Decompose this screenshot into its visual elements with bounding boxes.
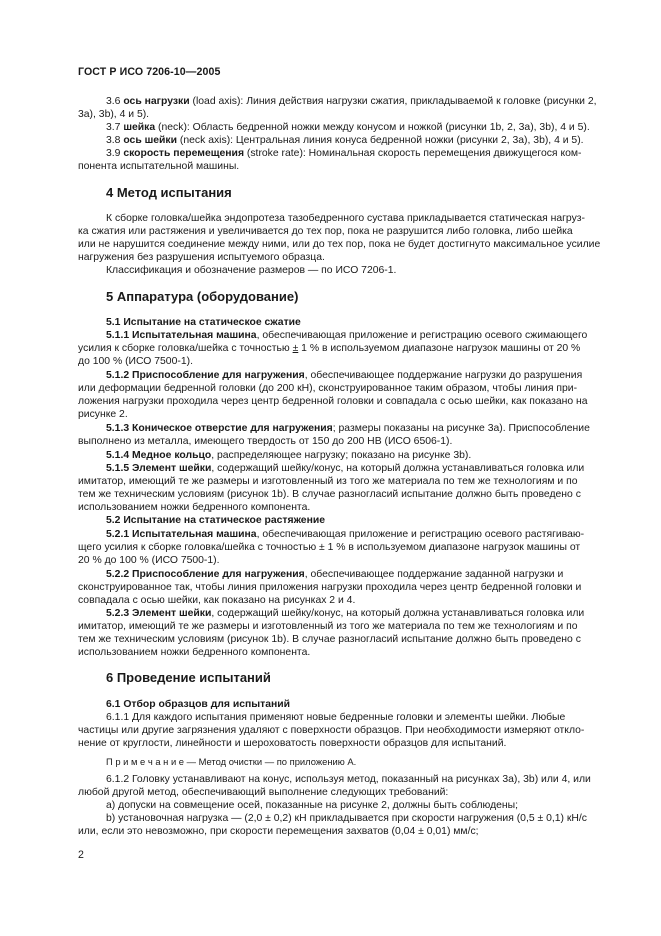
term-3-9-line-2: понента испытательной машины. (78, 161, 240, 172)
para-6-1-1-line-2: частицы или другие загрязнения удаляют с поверхности образцов. При необходимости измеряют откло- (78, 725, 585, 736)
section-4-line-3: или не нарушится соединение между ними, или до тех пор, пока не будет достигнуто максимальное усилие (78, 239, 601, 250)
document-header: ГОСТ Р ИСО 7206-10—2005 (78, 66, 221, 78)
para-6-1-2-item-a: a) допуски на совмещение осей, показанные на рисунке 2, должны быть соблюдены; (106, 800, 519, 811)
para-5-1-1-line-2: усилия к сборке головка/шейка с точностью ± 1 % в используемом диапазоне нагрузок машины от 20 % (78, 343, 581, 354)
para-5-2-2-line-3: совпадала с осью шейки, как показано на рисунках 2 и 4. (78, 595, 356, 606)
para-6-1-1-line-3: нение от круглости, линейности и шероховатость поверхности образцов для испытаний. (78, 738, 507, 749)
para-5-2-3-line-4: использованием ножки бедренного компонента. (78, 647, 311, 658)
para-6-1-2-item-b-line-2: или, если это невозможно, при скорости перемещения захватов (0,04 ± 0,01) мм/с; (78, 826, 479, 837)
para-5-1-5-line-3: тем же техническим условиям (рисунок 1b). В случае разногласий испытание должно быть проведено с (78, 489, 581, 500)
para-5-1-1-line-1: 5.1.1 Испытательная машина, обеспечивающая приложение и регистрацию осевого сжимающего (106, 330, 588, 341)
term-3-8: 3.8 ось шейки (neck axis): Центральная линия конуса бедренной ножки (рисунки 2, 3a), 3b), 4 и 5). (106, 135, 584, 146)
term-3-7: 3.7 шейка (neck): Область бедренной ножки между конусом и ножкой (рисунки 1b, 2, 3a), 3b), 4 и 5). (106, 122, 590, 133)
para-6-1-2-line-2: любой другой метод, обеспечивающий выполнение следующих требований: (78, 787, 449, 798)
term-3-6-line-1: 3.6 ось нагрузки (load axis): Линия действия нагрузки сжатия, прикладываемой к головке (рисунки 2, (106, 96, 597, 107)
para-5-1-5-line-1: 5.1.5 Элемент шейки, содержащий шейку/конус, на который должна устанавливаться головка или (106, 463, 585, 474)
term-3-6-line-2: 3a), 3b), 4 и 5). (78, 109, 150, 120)
para-5-1-1-line-3: до 100 % (ИСО 7500-1). (78, 356, 193, 367)
para-5-2-3-line-3: тем же техническим условиям (рисунок 1b). В случае разногласий испытание должно быть проведено с (78, 634, 581, 645)
section-4-line-1: К сборке головка/шейка эндопротеза тазобедренного сустава прикладывается статическая нагруз- (106, 213, 586, 224)
para-5-1-2-line-4: рисунке 2. (78, 409, 128, 420)
para-5-2-1-line-1: 5.2.1 Испытательная машина, обеспечивающая приложение и регистрацию осевого растягиваю- (106, 529, 585, 540)
para-5-2-3-line-1: 5.2.3 Элемент шейки, содержащий шейку/конус, на который должна устанавливаться головка или (106, 608, 585, 619)
section-4-line-4: нагружения без разрушения испытуемого образца. (78, 252, 325, 263)
page-number: 2 (78, 849, 84, 861)
section-4-classification: Классификация и обозначение размеров — по ИСО 7206-1. (106, 265, 397, 276)
para-5-1-2-line-3: ложения нагрузки проходила через центр бедренной головки и совпадала с осью шейки, как показано на (78, 396, 588, 407)
para-5-1-2-line-2: или деформации бедренной головки (до 200 кН), сконструированное таким образом, чтобы линия при- (78, 383, 578, 394)
section-4-line-2: ка сжатия или растяжения и увеличивается до тех пор, пока не разрушится либо головка, либо шейка (78, 226, 573, 237)
subsection-5-1-heading: 5.1 Испытание на статическое сжатие (106, 317, 301, 328)
para-5-1-3-line-2: выполнено из металла, имеющего твердость от 150 до 200 НВ (ИСО 6506-1). (78, 436, 453, 447)
para-6-1-2-item-b-line-1: b) установочная нагрузка — (2,0 ± 0,2) кН прикладывается при скорости нагружения (0,5 ± 0,1) кН/с (106, 813, 588, 824)
subsection-5-2-heading: 5.2 Испытание на статическое растяжение (106, 515, 326, 526)
section-5-heading: 5 Аппаратура (оборудование) (106, 289, 299, 304)
para-5-1-4: 5.1.4 Медное кольцо, распределяющее нагрузку; показано на рисунке 3b). (106, 450, 472, 461)
section-4-heading: 4 Метод испытания (106, 185, 232, 200)
para-5-2-1-line-2: щего усилия к сборке головка/шейка с точностью ± 1 % в используемом диапазоне нагрузок машины от (78, 542, 581, 553)
term-3-8-name: ось шейки (123, 135, 178, 146)
term-3-7-name: шейка (123, 122, 156, 133)
para-5-2-3-line-2: имитатор, имеющий те же размеры и изготовленный из того же материала по тем же технологиям и по (78, 621, 578, 632)
para-5-1-3-line-1: 5.1.3 Коническое отверстие для нагружения; размеры показаны на рисунке 3a). Приспособление (106, 423, 590, 434)
term-3-6-name: ось нагрузки (123, 96, 190, 107)
term-3-9-name: скорость перемещения (123, 148, 245, 159)
para-5-1-2-line-1: 5.1.2 Приспособление для нагружения, обеспечивающее поддержание нагрузки до разрушения (106, 370, 583, 381)
para-6-1-2-line-1: 6.1.2 Головку устанавливают на конус, используя метод, показанный на рисунках 3a), 3b) или 4, или (106, 774, 591, 785)
para-5-2-2-line-1: 5.2.2 Приспособление для нагружения, обеспечивающее поддержание заданной нагрузки и (106, 569, 564, 580)
section-6-heading: 6 Проведение испытаний (106, 670, 271, 685)
note-cleaning-method: П р и м е ч а н и е — Метод очистки — по приложению А. (106, 756, 357, 767)
para-5-2-2-line-2: сконструированное так, чтобы линия приложения нагрузки проходила через центр бедренной головки и (78, 582, 582, 593)
para-5-2-1-line-3: 20 % до 100 % (ИСО 7500-1). (78, 555, 220, 566)
term-3-9-line-1: 3.9 скорость перемещения (stroke rate): Номинальная скорость перемещения движущегося ком- (106, 148, 582, 159)
para-5-1-5-line-4: использованием ножки бедренного компонента. (78, 502, 311, 513)
para-5-1-5-line-2: имитатор, имеющий те же размеры и изготовленный из того же материала по тем же технологиям и по (78, 476, 578, 487)
para-6-1-1-line-1: 6.1.1 Для каждого испытания применяют новые бедренные головки и элементы шейки. Любые (106, 712, 566, 723)
subsection-6-1-heading: 6.1 Отбор образцов для испытаний (106, 699, 291, 710)
